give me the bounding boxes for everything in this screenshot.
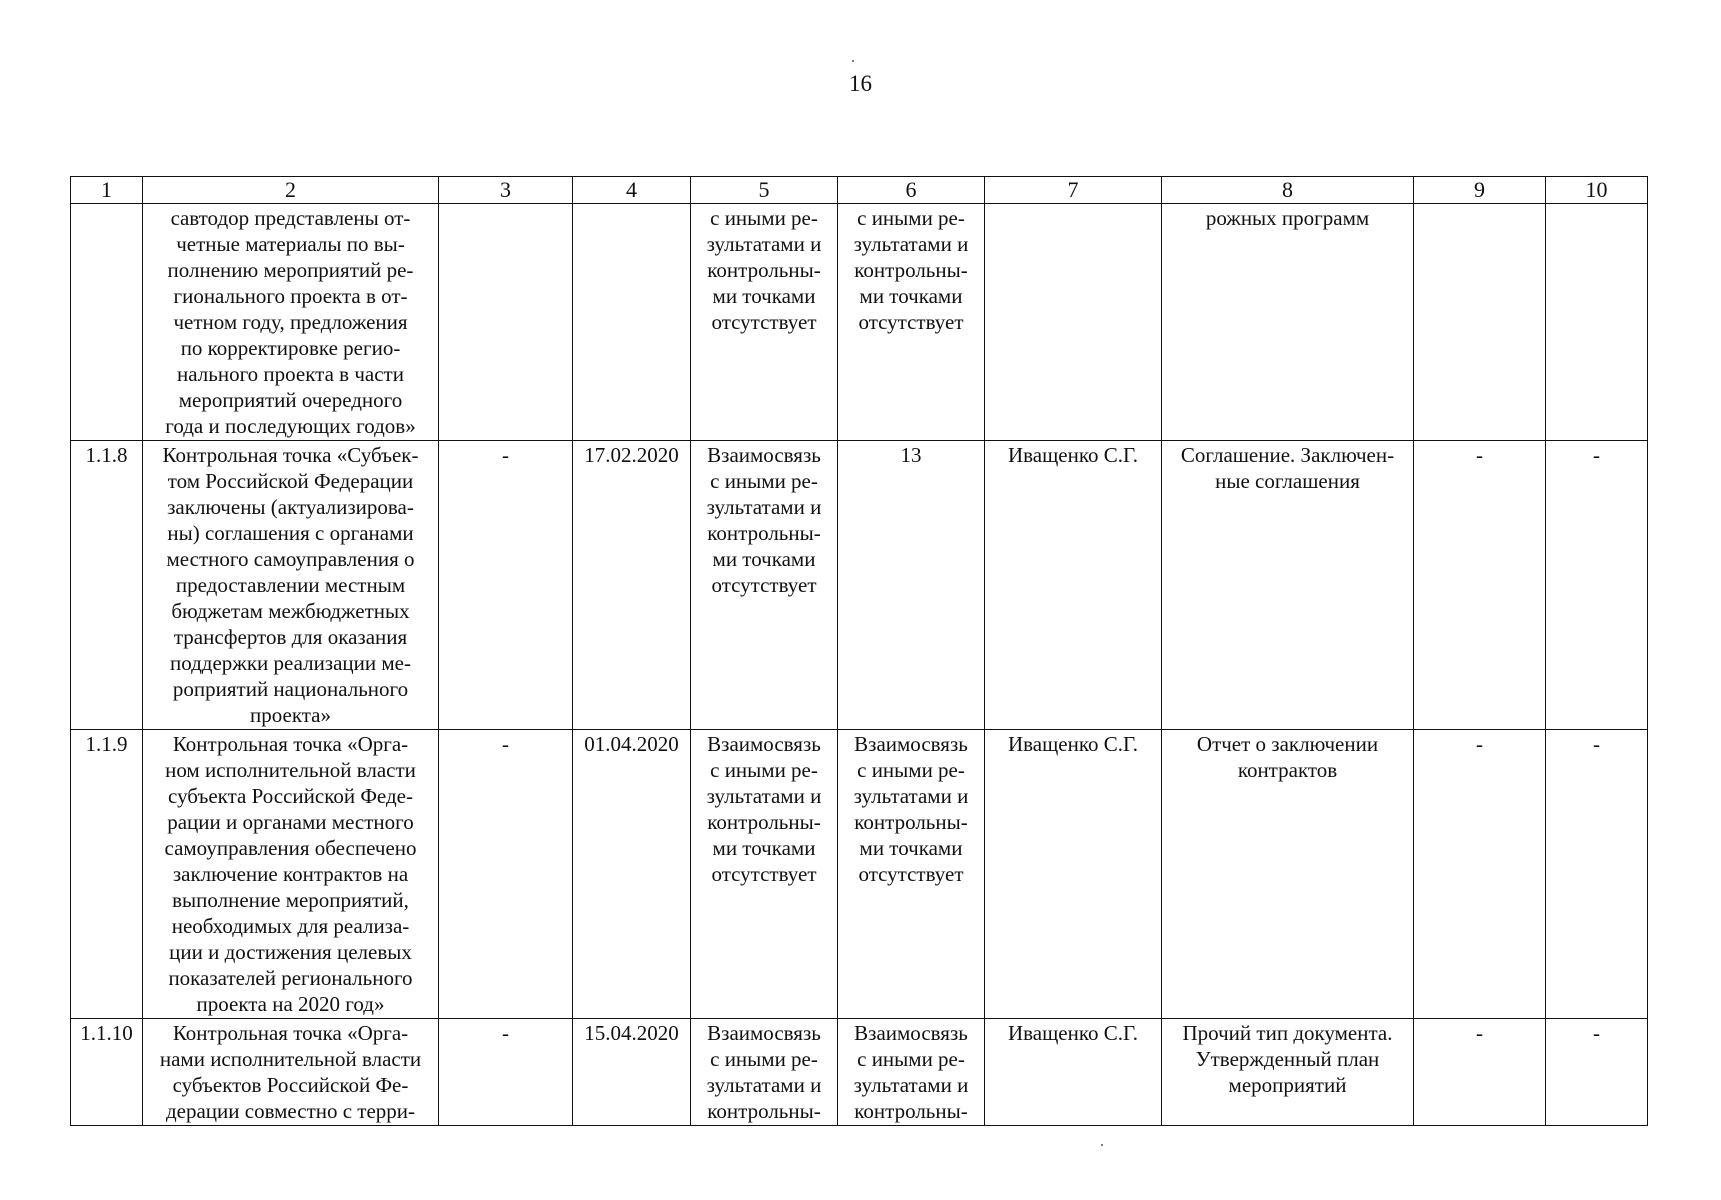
cell-text: -	[1476, 732, 1483, 756]
cell-text-line: контрольны-	[854, 1099, 968, 1123]
cell-text-line: рации и органами местного	[167, 810, 414, 834]
control-points-table	[70, 176, 1648, 1126]
cell-text-line: нами исполнительной власти	[159, 1047, 422, 1071]
cell-text-line: мероприятий очередного	[178, 388, 403, 412]
cell-text-line: контрольны-	[854, 258, 968, 282]
cell-text-line: Контрольная точка «Орга-	[172, 732, 409, 756]
column-header: 10	[1546, 177, 1648, 204]
cell-text: -	[502, 732, 509, 756]
cell-document	[1162, 730, 1414, 1019]
cell-responsible	[985, 441, 1162, 730]
cell-text: -	[502, 443, 509, 467]
cell-text-line: 13	[900, 443, 922, 467]
column-header: 5	[691, 177, 838, 204]
cell-text: Иващенко С.Г.	[1007, 732, 1139, 756]
row-number	[71, 441, 143, 730]
cell-text-line: четные материалы по вы-	[176, 232, 405, 256]
cell-text-line: отсутствует	[858, 862, 964, 886]
cell-col6	[838, 441, 985, 730]
table-row	[71, 441, 1648, 730]
cell-text: -	[1476, 443, 1483, 467]
cell-text-line: зультатами и	[853, 232, 969, 256]
cell-col10	[1546, 441, 1648, 730]
cell-document	[1162, 204, 1414, 441]
cell-text-line: проекта на 2020 год»	[196, 992, 385, 1016]
cell-col5	[691, 730, 838, 1019]
cell-text-line: зультатами и	[706, 1073, 822, 1097]
cell-text: Иващенко С.Г.	[1007, 1021, 1139, 1045]
cell-col9	[1414, 204, 1546, 441]
cell-text-line: местного самоуправления о	[166, 547, 415, 571]
cell-text: Иващенко С.Г.	[1007, 443, 1139, 467]
cell-text: -	[1593, 443, 1600, 467]
cell-document	[1162, 1019, 1414, 1126]
cell-col6	[838, 1019, 985, 1126]
row-description	[143, 730, 439, 1019]
cell-text: 17.02.2020	[584, 443, 679, 467]
row-number	[71, 204, 143, 441]
cell-text-line: зультатами и	[706, 784, 822, 808]
cell-text-line: ми точками	[859, 836, 963, 860]
cell-text-line: ные соглашения	[1215, 469, 1360, 493]
cell-text-line: трансфертов для оказания	[173, 625, 408, 649]
cell-col10	[1546, 730, 1648, 1019]
cell-responsible	[985, 204, 1162, 441]
cell-text-line: Взаимосвязь	[854, 732, 968, 756]
cell-text-line: с иными ре-	[710, 758, 818, 782]
cell-text-line: заключены (актуализирова-	[167, 495, 414, 519]
cell-text-line: мероприятий	[1228, 1073, 1347, 1097]
cell-col5	[691, 1019, 838, 1126]
cell-text-line: предоставлении местным	[175, 573, 406, 597]
cell-text-line: необходимых для реализа-	[171, 914, 410, 938]
cell-text-line: ном исполнительной власти	[165, 758, 416, 782]
cell-text-line: Взаимосвязь	[707, 732, 821, 756]
cell-text-line: контрольны-	[854, 810, 968, 834]
cell-col6	[838, 730, 985, 1019]
cell-text-line: отсутствует	[711, 310, 817, 334]
cell-text-line: с иными ре-	[710, 206, 818, 230]
cell-text-line: зультатами и	[706, 495, 822, 519]
cell-col3	[439, 730, 573, 1019]
column-header: 7	[985, 177, 1162, 204]
cell-text: 1.1.8	[85, 443, 128, 467]
cell-date	[573, 730, 691, 1019]
table-row	[71, 730, 1648, 1019]
row-number	[71, 1019, 143, 1126]
cell-text-line: ции и достижения целевых	[169, 940, 412, 964]
cell-date	[573, 204, 691, 441]
cell-text: 1.1.10	[80, 1021, 133, 1045]
column-header: 8	[1162, 177, 1414, 204]
cell-col5	[691, 441, 838, 730]
cell-text-line: поддержки реализации ме-	[169, 651, 411, 675]
cell-text-line: проекта»	[250, 703, 331, 727]
cell-text-line: зультатами и	[853, 784, 969, 808]
cell-text-line: рожных программ	[1205, 206, 1370, 230]
cell-text-line: ны) соглашения с органами	[167, 521, 414, 545]
cell-text-line: с иными ре-	[857, 1047, 965, 1071]
cell-col10	[1546, 1019, 1648, 1126]
cell-text-line: контрактов	[1237, 758, 1338, 782]
column-header: 2	[143, 177, 439, 204]
cell-text-line: субъектов Российской Фе-	[172, 1073, 409, 1097]
column-header: 4	[573, 177, 691, 204]
cell-col3	[439, 204, 573, 441]
cell-text: -	[1476, 1021, 1483, 1045]
cell-text-line: зультатами и	[853, 1073, 969, 1097]
cell-date	[573, 441, 691, 730]
cell-text-line: контрольны-	[707, 521, 821, 545]
cell-col9	[1414, 441, 1546, 730]
row-description	[143, 1019, 439, 1126]
cell-text-line: том Российской Федерации	[167, 469, 414, 493]
table-body	[71, 204, 1648, 1126]
cell-text-line: Прочий тип документа.	[1182, 1021, 1393, 1045]
cell-col9	[1414, 1019, 1546, 1126]
cell-col9	[1414, 730, 1546, 1019]
cell-text-line: контрольны-	[707, 810, 821, 834]
column-header: 9	[1414, 177, 1546, 204]
cell-col3	[439, 1019, 573, 1126]
cell-text: -	[502, 1021, 509, 1045]
cell-text-line: с иными ре-	[710, 469, 818, 493]
cell-text-line: бюджетам межбюджетных	[171, 599, 410, 623]
cell-text: 15.04.2020	[584, 1021, 679, 1045]
cell-text-line: заключение контрактов на	[172, 862, 409, 886]
scan-speck	[852, 60, 854, 62]
column-header: 6	[838, 177, 985, 204]
cell-text-line: Утвержденный план	[1195, 1047, 1380, 1071]
cell-text-line: отсутствует	[711, 573, 817, 597]
cell-responsible	[985, 730, 1162, 1019]
cell-col5	[691, 204, 838, 441]
cell-text-line: Взаимосвязь	[854, 1021, 968, 1045]
column-header: 1	[71, 177, 143, 204]
cell-text-line: ми точками	[712, 836, 816, 860]
table-row	[71, 1019, 1648, 1126]
cell-text-line: отсутствует	[711, 862, 817, 886]
cell-text-line: контрольны-	[707, 258, 821, 282]
cell-text-line: дерации совместно с терри-	[165, 1099, 416, 1123]
cell-responsible	[985, 1019, 1162, 1126]
cell-text-line: ми точками	[859, 284, 963, 308]
cell-text-line: гионального проекта в от-	[173, 284, 408, 308]
cell-text-line: показателей регионального	[168, 966, 413, 990]
cell-text-line: с иными ре-	[857, 758, 965, 782]
cell-text-line: Контрольная точка «Субъек-	[162, 443, 419, 467]
cell-text: 1.1.9	[85, 732, 128, 756]
cell-text-line: сaвтодор представлены от-	[170, 206, 411, 230]
cell-col3	[439, 441, 573, 730]
column-header: 3	[439, 177, 573, 204]
row-description	[143, 441, 439, 730]
cell-text-line: выполнение мероприятий,	[172, 888, 409, 912]
cell-text-line: Взаимосвязь	[707, 1021, 821, 1045]
cell-text-line: самоуправления обеспечено	[164, 836, 417, 860]
cell-text-line: Взаимосвязь	[707, 443, 821, 467]
cell-date	[573, 1019, 691, 1126]
row-number	[71, 730, 143, 1019]
table-row	[71, 204, 1648, 441]
cell-text-line: четном году, предложения	[173, 310, 408, 334]
cell-document	[1162, 441, 1414, 730]
cell-text-line: субъекта Российской Феде-	[168, 784, 413, 808]
scan-speck	[1101, 1144, 1103, 1146]
cell-text: -	[1593, 732, 1600, 756]
cell-text-line: отсутствует	[858, 310, 964, 334]
cell-text-line: контрольны-	[707, 1099, 821, 1123]
cell-col6	[838, 204, 985, 441]
cell-text-line: ми точками	[712, 284, 816, 308]
cell-text-line: по корректировке регио-	[180, 336, 401, 360]
page-number: 16	[849, 71, 872, 96]
cell-text-line: Соглашение. Заключен-	[1180, 443, 1395, 467]
cell-text-line: полнению мероприятий ре-	[167, 258, 414, 282]
cell-text-line: года и последующих годов»	[165, 414, 416, 438]
cell-text-line: нального проекта в части	[177, 362, 404, 386]
cell-text-line: с иными ре-	[857, 206, 965, 230]
cell-text-line: роприятий национального	[172, 677, 409, 701]
cell-text-line: Контрольная точка «Орга-	[172, 1021, 409, 1045]
cell-col10	[1546, 204, 1648, 441]
cell-text-line: зультатами и	[706, 232, 822, 256]
cell-text: 01.04.2020	[584, 732, 679, 756]
cell-text-line: Отчет о заключении	[1196, 732, 1379, 756]
cell-text-line: ми точками	[712, 547, 816, 571]
column-number-row	[71, 177, 1648, 204]
cell-text: -	[1593, 1021, 1600, 1045]
row-description	[143, 204, 439, 441]
cell-text-line: с иными ре-	[710, 1047, 818, 1071]
